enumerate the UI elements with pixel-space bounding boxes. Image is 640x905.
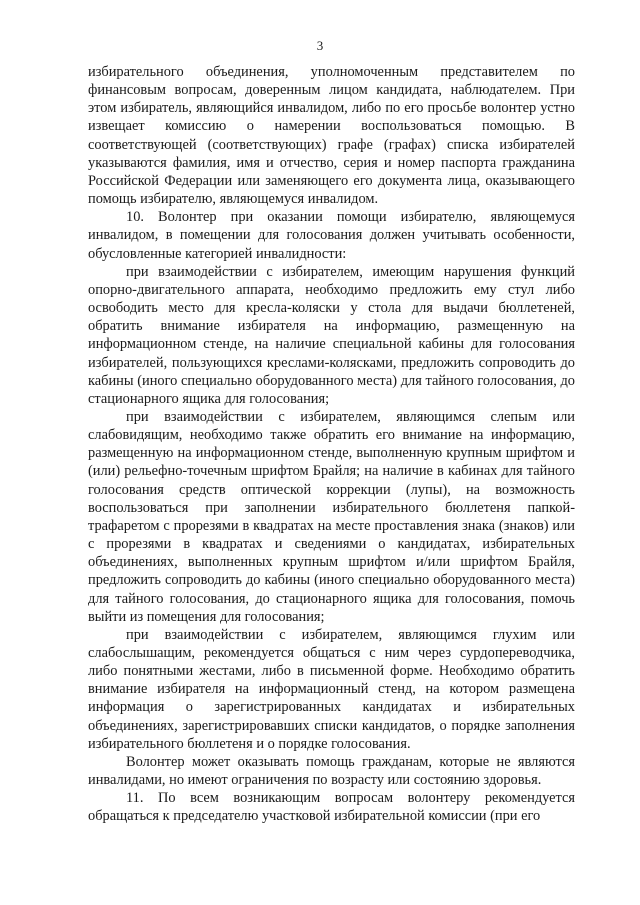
paragraph-mobility-impaired: при взаимодействии с избирателем, имеющим нарушения функций опорно-двигательного аппарата, необходимо предложить ему стул либо освободить место для кресла-коляски у стола для выдачи бюллетеней, обратить внимание избирателя на информацию, размещенную на информационном стенде, на наличие специальной кабины для голосования избирателей, пользующихся креслами-колясками, предложить сопроводить до кабины (иного специально оборудованного места) для тайного голосования, до стационарного ящика для голосования; — [88, 263, 575, 407]
paragraph-continuation: избирательного объединения, уполномоченным представителем по финансовым вопросам, доверенным лицом кандидата, наблюдателем. При этом избиратель, являющийся инвалидом, либо по его просьбе волонтер устно извещает комиссию о намерении воспользоваться помощью. В соответствующей (соответствующих) графе (графах) списка избирателей указываются фамилия, имя и отчество, серия и номер паспорта гражданина Российской Федерации или заменяющего его документа лица, оказывающего помощь избирателю, являющемуся инвалидом. — [88, 64, 575, 208]
page-number: 3 — [316, 38, 324, 53]
document-body — [88, 63, 575, 826]
paragraph-item-10: 10. Волонтер при оказании помощи избирателю, являющемуся инвалидом, в помещении для голосования должен учитывать особенности, обусловленные категорией инвалидности: — [88, 209, 575, 262]
paragraph-item-11: 11. По всем возникающим вопросам волонтеру рекомендуется обращаться к председателю участковой избирательной комиссии (при его — [88, 790, 575, 825]
paragraph-other-citizens: Волонтер может оказывать помощь гражданам, которые не являются инвалидами, но имеют ограничения по возрасту или состоянию здоровья. — [88, 753, 575, 789]
paragraph-hearing-impaired: при взаимодействии с избирателем, являющимся глухим или слабослышащим, рекомендуется общаться с ним через сурдопереводчика, либо понятными жестами, либо в письменной форме. Необходимо обратить внимание избирателя на информационный стенд, на котором размещена информация о зарегистрированных кандидатах и избирательных объединениях, зарегистрировавших списки кандидатов, о порядке заполнения избирательного бюллетеня и о порядке голосования. — [88, 626, 575, 752]
paragraph-visually-impaired: при взаимодействии с избирателем, являющимся слепым или слабовидящим, необходимо также обратить его внимание на информацию, размещенную на информационном стенде, выполненную крупным шрифтом и (или) рельефно-точечным шрифтом Брайля; на наличие в кабинах для тайного голосования средств оптической коррекции (лупы), на возможность воспользоваться при заполнении избирательного бюллетеня папкой-трафаретом с прорезями в квадратах на месте проставления знака (знаков) или с прорезями в квадратах и сведениями о кандидатах, избирательных объединениях, выполненных крупным шрифтом и/или шрифтом Брайля, предложить сопроводить до кабины (иного специально оборудованного места) для тайного голосования, до стационарного ящика для голосования, помочь выйти из помещения для голосования; — [88, 408, 575, 625]
